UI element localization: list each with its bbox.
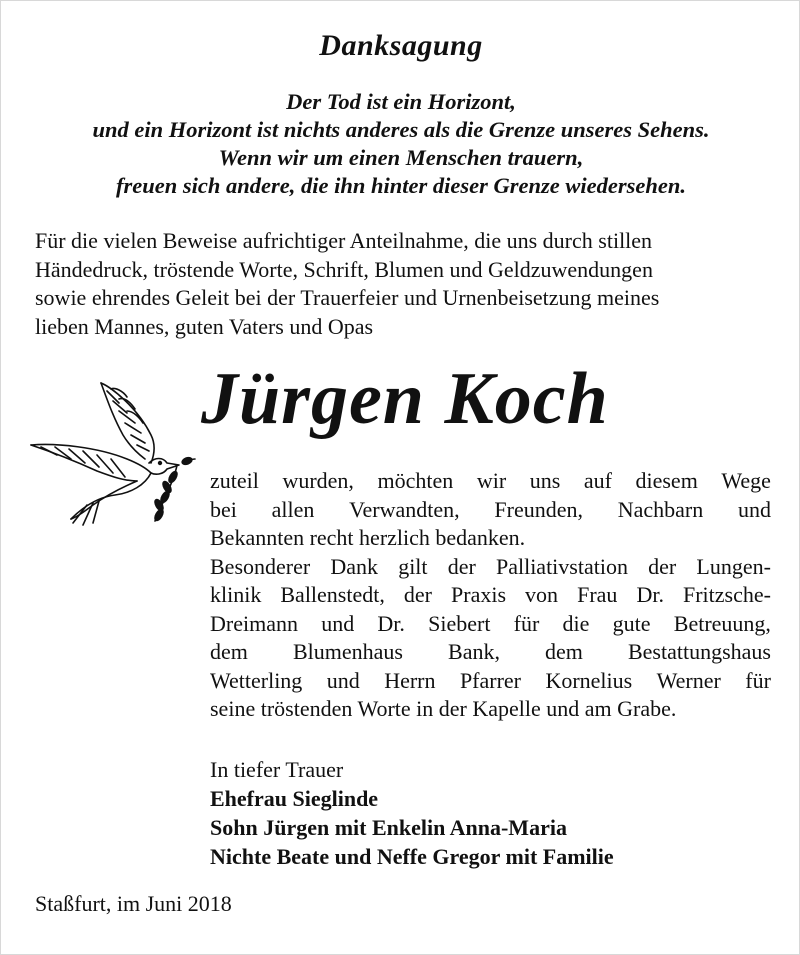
word: Bekannten recht herzlich bedanken. <box>210 525 526 550</box>
notice-title: Danksagung <box>319 29 483 62</box>
word: Pfarrer <box>459 667 522 693</box>
intro-paragraph <box>35 227 771 341</box>
intro-line: Händedruck, tröstende Worte, Schrift, Blumen und Geldzuwendungen <box>35 256 653 282</box>
word: Fritzsche- <box>682 582 771 607</box>
deceased-name: Jürgen Koch <box>201 358 609 440</box>
word: Dreimann <box>210 610 298 636</box>
thanks-line <box>210 667 771 696</box>
word: Blumenhaus <box>292 639 403 664</box>
word: gute <box>612 610 651 636</box>
word: auf <box>583 468 612 493</box>
word: Lungen- <box>696 553 771 579</box>
word: wurden, <box>282 468 354 493</box>
poem-line: Wenn wir um einen Menschen trauern, <box>218 145 584 170</box>
thanks-line <box>210 467 771 496</box>
poem-line: und ein Horizont ist nichts anderes als die Grenze unseres Sehens. <box>92 117 710 142</box>
thanks-line <box>210 496 771 525</box>
word: Freunden, <box>494 496 583 522</box>
word: Verwandten, <box>349 496 460 522</box>
thanks-line <box>210 524 771 553</box>
word: Werner <box>656 667 721 693</box>
word: dem <box>545 639 583 664</box>
word: Dank <box>330 553 379 579</box>
place-and-date: Staßfurt, im Juni 2018 <box>35 891 232 916</box>
word: für <box>513 610 540 636</box>
word: diesem <box>635 468 698 493</box>
word: Siebert <box>428 610 491 636</box>
word: und <box>321 610 355 636</box>
word: und <box>737 496 771 522</box>
poem <box>1 88 800 200</box>
thanks-line <box>210 553 771 582</box>
word: und <box>326 667 360 693</box>
word: Dr. <box>636 582 664 607</box>
word: möchten <box>377 468 454 493</box>
word: klinik <box>210 582 262 607</box>
intro-line: sowie ehrendes Geleit bei der Trauerfeier und Urnenbeisetzung meines <box>35 285 660 310</box>
thanks-paragraph <box>210 467 771 724</box>
word: Herrn <box>384 667 436 693</box>
word: der <box>447 553 476 579</box>
poem-line: Der Tod ist ein Horizont, <box>286 89 516 114</box>
word: Praxis <box>451 582 507 607</box>
word: der <box>648 553 677 579</box>
signature-intro: In tiefer Trauer <box>210 757 344 782</box>
poem-line: freuen sich andere, die ihn hinter dieser Grenze wiedersehen. <box>115 173 686 198</box>
word: Betreuung, <box>673 610 771 636</box>
word: von <box>525 582 559 607</box>
word: Dr. <box>377 610 405 636</box>
dove-with-olive-branch-icon <box>27 377 197 527</box>
word: Palliativstation <box>495 553 628 579</box>
thanks-line <box>210 581 771 610</box>
word: Bestattungshaus <box>627 639 771 664</box>
word: Nachbarn <box>617 496 704 522</box>
word: zuteil <box>210 468 259 493</box>
word: bei <box>210 496 237 522</box>
word: Wetterling <box>210 667 303 693</box>
signature-block <box>210 755 614 871</box>
word: die <box>562 610 590 636</box>
word: der <box>403 582 432 607</box>
mourner: Ehefrau Sieglinde <box>210 786 379 811</box>
word: gilt <box>398 553 428 579</box>
intro-line: Für die vielen Beweise aufrichtiger Anteilnahme, die uns durch stillen <box>35 228 653 253</box>
word: Ballenstedt, <box>280 582 385 607</box>
word: Kornelius <box>545 667 633 693</box>
intro-line: lieben Mannes, guten Vaters und Opas <box>35 313 374 339</box>
mourner: Nichte Beate und Neffe Gregor mit Familie <box>210 844 614 869</box>
word: Bank, <box>448 639 500 664</box>
thanks-line <box>210 695 771 724</box>
word: allen <box>271 496 315 522</box>
mourner: Sohn Jürgen mit Enkelin Anna-Maria <box>210 815 567 840</box>
thanks-line <box>210 610 771 639</box>
word: für <box>745 667 771 693</box>
word: Wege <box>721 468 771 493</box>
word: wir <box>476 468 507 493</box>
word: dem <box>210 639 248 664</box>
thanks-line <box>210 638 771 667</box>
word: uns <box>529 468 561 493</box>
word: seine tröstenden Worte in der Kapelle und am Grabe. <box>210 696 677 721</box>
word: Besonderer <box>210 553 311 579</box>
word: Frau <box>577 582 618 607</box>
